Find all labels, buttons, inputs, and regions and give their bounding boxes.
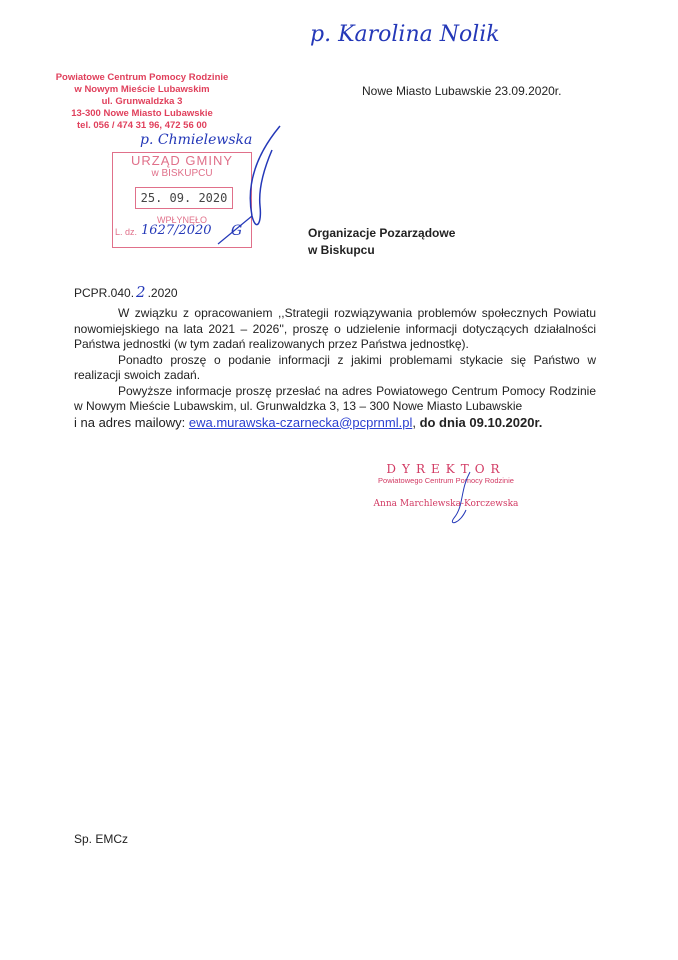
scribble-signature-icon: [200, 120, 290, 250]
pcpr-stamp-line: w Nowym Mieście Lubawskim: [74, 84, 210, 95]
signature-scribble-icon: [440, 470, 490, 530]
email-comma: ,: [412, 414, 420, 430]
ldz-number: 1627/2020: [141, 223, 212, 238]
letter-body: [74, 306, 596, 430]
received-date: 25. 09. 2020: [135, 187, 233, 209]
body-paragraph: Powyższe informacje proszę przesłać na adres Powiatowego Centrum Pomocy Rodzinie w Nowym Mieście Lubawskim, ul. Grunwaldzka 3, 13 – 300 Nowe Miasto Lubawskie: [74, 383, 596, 413]
body-paragraph: Ponadto proszę o podanie informacji z jakimi problemami stykacie się Państwo w realizacji swoich zadań.: [74, 352, 596, 382]
received-mark: G: [231, 223, 243, 239]
body-paragraph: W związku z opracowaniem ,,Strategii rozwiązywania problemów społecznych Powiatu nowomiejskiego na lata 2021 – 2026'', proszę o udzielenie informacji dotyczących działalności Państwa jednostki (w tym zadań realizowanych przez Państwa jednostkę).: [74, 306, 596, 351]
director-title: DYREKTOR: [386, 462, 506, 476]
director-name: Anna Marchlewska-Korczewska: [373, 499, 519, 509]
received-stamp-subtitle: w BISKUPCU: [151, 168, 213, 179]
received-stamp-title: URZĄD GMINY: [131, 153, 233, 168]
deadline: do dnia 09.10.2020r.: [419, 414, 543, 430]
handwritten-addressee: p. Karolina Nolik: [310, 22, 500, 47]
director-org: Powiatowego Centrum Pomocy Rodzinie: [378, 476, 514, 485]
reference-prefix: PCPR.040.: [74, 286, 135, 300]
reference-suffix: .2020: [147, 286, 178, 300]
place-date: Nowe Miasto Lubawskie 23.09.2020r.: [362, 84, 562, 98]
pcpr-stamp-line: tel. 056 / 474 31 96, 472 56 00: [77, 120, 207, 131]
reference-handwritten-number: 2: [136, 283, 146, 301]
handwritten-stamp-note: p. Chmielewska: [140, 132, 253, 148]
received-label: WPŁYNĘŁO: [156, 215, 207, 225]
ldz-label: L. dz.: [115, 227, 138, 237]
reference-number: [74, 283, 178, 301]
body-paragraph: [74, 415, 596, 431]
email-prefix: i na adres mailowy:: [74, 414, 189, 430]
recipient-line: Organizacje Pozarządowe: [308, 226, 456, 240]
pcpr-stamp-line: 13-300 Nowe Miasto Lubawskie: [71, 108, 213, 119]
pcpr-stamp-line: Powiatowe Centrum Pomocy Rodzinie: [55, 72, 229, 83]
recipient-block: [308, 225, 455, 259]
author-initials: Sp. EMCz: [74, 832, 129, 846]
recipient-line: w Biskupcu: [308, 243, 375, 257]
email-link[interactable]: ewa.murawska-czarnecka@pcprnml.pl: [188, 414, 413, 430]
pcpr-stamp-line: ul. Grunwaldzka 3: [101, 96, 183, 107]
